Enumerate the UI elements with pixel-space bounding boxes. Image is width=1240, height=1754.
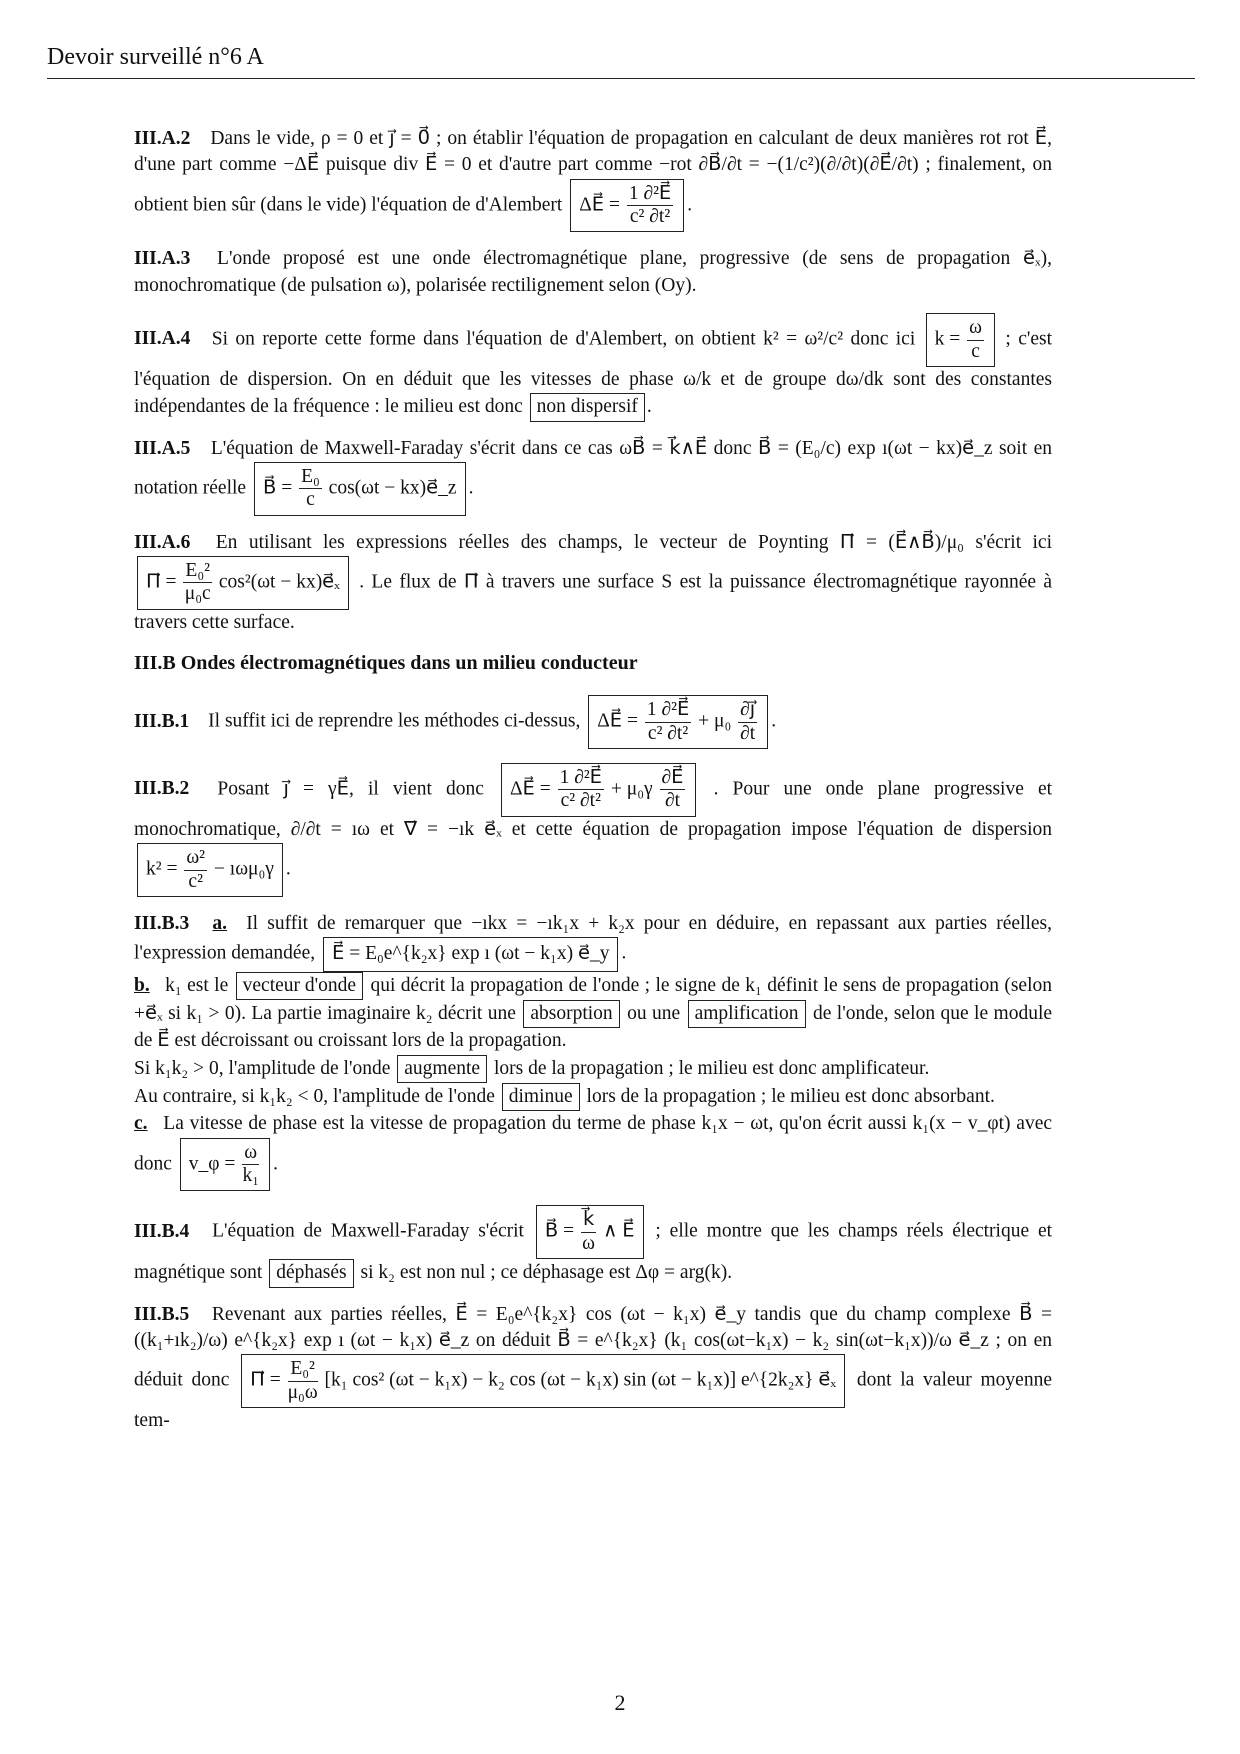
boxed-word: déphasés: [269, 1259, 353, 1287]
page-number: 2: [614, 1690, 626, 1715]
section-b2: III.B.2 Posant j⃗ = γE⃗, il vient donc ΔE⃗ = $\frac{\text{1 ∂²E⃗}}{\text{c² ∂t²}}$ + μ₀γ $\frac{\partial E⃗}{\partial t}$ . Pour une onde plane progressive et monochromatique, ∂/∂t = ıω et ∇⃗ = −ık e⃗ₓ et cette équation de propagation impose l'équation de dispersion k² = $\frac{\text{ω²}}{\text{c²}}$ − ıωμ₀γ .: [134, 763, 1052, 897]
section-text: Il suffit ici de reprendre les méthodes ci-dessus,: [208, 710, 581, 732]
section-label: III.B.5: [134, 1303, 190, 1325]
section-text: L'équation de Maxwell-Faraday s'écrit: [212, 1220, 524, 1242]
eq-rhs: ∧ E⃗: [603, 1220, 635, 1242]
boxed-word: absorption: [523, 1000, 619, 1028]
eq-fraction-2: [738, 699, 757, 745]
section-label: III.B.4: [134, 1220, 190, 1242]
section-a3: [134, 246, 1052, 299]
section-text: dont la valeur moyenne tem-: [134, 1369, 1052, 1431]
document-body: [134, 126, 1052, 1448]
section-label: III.A.4: [134, 328, 191, 350]
section-text: lors de la propagation ; le milieu est donc amplificateur.: [493, 1057, 930, 1079]
b3-part-b-absorption: [134, 1083, 1052, 1111]
eq-fraction: [627, 183, 673, 229]
eq-numerator: E₀²: [183, 560, 212, 583]
eq-numerator: E₀²: [288, 1358, 318, 1381]
section-text: ou une: [627, 1002, 681, 1024]
boxed-equation: [137, 556, 349, 610]
section-b5: [134, 1302, 1052, 1435]
eq-fraction: [242, 1142, 259, 1188]
boxed-equation: [501, 763, 697, 817]
section-text: Revenant aux parties réelles, E⃗ = E₀e^{k₂x} cos (ωt − k₁x) e⃗_y tandis que du champ complexe B⃗ = ((k₁+ık₂)/ω) e^{k₂x} exp ı (ωt − k₁x) e⃗_z on déduit B⃗ = e^{k₂x} (k₁ cos(ωt−k₁x) − k₂ sin(ωt−k₁x))/ω e⃗_z ; on en déduit donc: [134, 1303, 1053, 1391]
eq-denominator-2: ∂t: [664, 790, 681, 812]
section-label: III.A.5: [134, 437, 191, 459]
eq-numerator-2: ∂E⃗: [660, 767, 686, 790]
eq-numerator: ω: [967, 317, 984, 340]
section-a4: III.A.4 Si on reporte cette forme dans l'équation de d'Alembert, on obtient k² = ω²/c² donc ici k = $\frac{\omega}{c}$ ; c'est l'équation de dispersion. On en déduit que les vitesses de phase ω/k et de groupe dω/dk sont des constantes indépendantes de la fréquence : le milieu est donc non dispersif .: [134, 313, 1052, 421]
boxed-equation: [180, 1138, 270, 1192]
boxed-equation-dispersion: [137, 843, 283, 897]
section-label: III.B.2: [134, 778, 190, 800]
eq-fraction: [288, 1358, 318, 1404]
boxed-word: vecteur d'onde: [236, 972, 363, 1000]
section-label: III.B.3: [134, 913, 190, 935]
section-text: Posant j⃗ = γE⃗, il vient donc: [217, 778, 484, 800]
section-label: III.A.6: [134, 531, 191, 553]
section-b4: [134, 1205, 1052, 1287]
section-text: Si k₁k₂ > 0, l'amplitude de l'onde: [134, 1057, 391, 1079]
eq-lhs: ΔE⃗ =: [579, 194, 620, 216]
eq-mid: + μ₀γ: [610, 778, 653, 800]
section-title-b: III.B Ondes électromagnétiques dans un milieu conducteur: [134, 652, 638, 675]
eq-fraction: [581, 1209, 596, 1255]
section-text: k₁ est le: [165, 974, 229, 996]
section-label: III.B.1: [134, 710, 190, 732]
boxed-equation: [254, 462, 466, 516]
eq-fraction: [967, 317, 984, 363]
header-rule: [47, 78, 1195, 79]
eq-denominator: c² ∂t²: [629, 206, 671, 228]
section-a6: [134, 530, 1052, 636]
section-text: . Pour une onde plane progressive et monochromatique, ∂/∂t = ıω et ∇⃗ = −ık e⃗ₓ et cette équation de propagation impose l'équation de dispersion: [134, 778, 1053, 840]
section-text: si k₂ est non nul ; ce déphasage est Δφ = arg(k).: [360, 1262, 733, 1284]
eq-rhs: cos(ωt − kx)e⃗_z: [328, 477, 457, 499]
eq-fraction: [558, 767, 604, 813]
section-b1: III.B.1 Il suffit ici de reprendre les méthodes ci-dessus, ΔE⃗ = $\frac{\text{1 ∂²E⃗}}{\text{c² ∂t²}}$ + μ₀ $\frac{\partial j⃗}{\partial t}$ .: [134, 695, 1052, 749]
boxed-equation: [926, 313, 995, 367]
section-a5: III.A.5 L'équation de Maxwell-Faraday s'écrit dans ce cas ωB⃗ = k⃗∧E⃗ donc B⃗ = (E₀/c) exp ı(ωt − kx)e⃗_z soit en notation réelle B⃗ = $\frac{\text{E₀}}{c}$ cos(ωt − kx)e⃗_z .: [134, 436, 1052, 516]
section-text: lors de la propagation ; le milieu est donc absorbant.: [586, 1085, 995, 1107]
page-header: Devoir surveillé n°6 A: [47, 44, 264, 70]
section-a2: III.A.2 Dans le vide, ρ = 0 et j⃗ = 0⃗ ; on établir l'équation de propagation en calculant de deux manières rot rot E⃗, d'une part comme −ΔE⃗ puisque div E⃗ = 0 et d'autre part comme −rot ∂B⃗/∂t = −(1/c²)(∂/∂t)(∂E⃗/∂t) ; finalement, on obtient bien sûr (dans le vide) l'équation de d'Alembert ΔE⃗ = $\frac{\text{1 ∂²E⃗}}{\text{c² ∂t²}}$ .: [134, 126, 1052, 232]
section-text: ; elle montre que les champs réels électrique et magnétique sont: [134, 1220, 1053, 1284]
eq-rhs: [k₁ cos² (ωt − k₁x) − k₂ cos (ωt − k₁x) sin (ωt − k₁x)] e^{2k₂x} e⃗ₓ: [324, 1369, 837, 1391]
eq-denominator: ω: [582, 1232, 595, 1254]
eq-lhs: Π⃗ =: [250, 1369, 281, 1391]
eq-lhs: ΔE⃗ =: [597, 710, 638, 732]
boxed-equation: [241, 1354, 845, 1408]
sub-label-b: b.: [134, 974, 150, 996]
eq-numerator: 1 ∂²E⃗: [645, 699, 691, 722]
eq-fraction: [183, 560, 212, 606]
eq-denominator: k₁: [242, 1164, 259, 1186]
eq-denominator: c²: [188, 870, 203, 892]
eq-rhs: − ıωμ₀γ: [213, 858, 274, 880]
boxed-equation: [536, 1205, 644, 1259]
eq-fraction-2: [660, 767, 686, 813]
eq-denominator: c² ∂t²: [560, 790, 601, 812]
section-text: La vitesse de phase est la vitesse de propagation du terme de phase k₁x − ωt, qu'on écrit aussi k₁(x − v_φt) avec donc: [134, 1113, 1052, 1174]
eq-lhs: k² =: [146, 858, 178, 880]
eq-fraction: [645, 699, 691, 745]
section-text: L'équation de Maxwell-Faraday s'écrit dans ce cas ωB⃗ = k⃗∧E⃗ donc B⃗ = (E₀/c) exp ı(ωt − kx)e⃗_z soit en notation réelle: [134, 437, 1052, 499]
section-text: de l'onde, selon que le module de E⃗ est décroissant ou croissant lors de la propagation.: [134, 1002, 1053, 1052]
eq-fraction: [184, 847, 207, 893]
boxed-equation: [570, 179, 684, 233]
eq-lhs: v_φ =: [188, 1152, 236, 1174]
section-text: Dans le vide, ρ = 0 et j⃗ = 0⃗ ; on établir l'équation de propagation en calculant de deux manières rot rot E⃗, d'une part comme −ΔE⃗ puisque div E⃗ = 0 et d'autre part comme −rot ∂B⃗/∂t = −(1/c²)(∂/∂t)(∂E⃗/∂t) ; finalement, on obtient bien sûr (dans le vide) l'équation de d'Alembert: [134, 128, 1053, 216]
section-b3: [134, 911, 1052, 1191]
eq-denominator: c: [971, 340, 980, 362]
b3-part-b-amplification: [134, 1055, 1052, 1083]
section-text: Si on reporte cette forme dans l'équation de d'Alembert, on obtient k² = ω²/c² donc ici: [211, 328, 916, 350]
section-label: III.A.2: [134, 128, 191, 149]
eq-lhs: k =: [934, 328, 961, 350]
boxed-word: non dispersif: [530, 393, 645, 421]
eq-denominator: μ₀ω: [287, 1381, 318, 1403]
eq-numerator: ω: [242, 1142, 259, 1165]
sub-label-a: a.: [212, 913, 228, 935]
eq-denominator: c: [306, 489, 315, 511]
eq-denominator-2: ∂t: [740, 722, 756, 744]
section-text: En utilisant les expressions réelles des champs, le vecteur de Poynting Π⃗ = (E⃗∧B⃗)/μ₀ s'écrit ici: [215, 531, 1052, 553]
eq-fraction: [299, 466, 322, 512]
section-label: III.A.3: [134, 248, 191, 270]
eq-rhs: cos²(ωt − kx)e⃗ₓ: [218, 571, 340, 593]
boxed-word: augmente: [397, 1055, 487, 1083]
eq-denominator: c² ∂t²: [647, 722, 689, 744]
section-text: Il suffit de remarquer que −ıkx = −ık₁x + k₂x pour en déduire, en repassant aux parties réelles, l'expression demandée,: [134, 913, 1053, 964]
sub-label-c: c.: [134, 1113, 148, 1135]
section-text: L'onde proposé est une onde électromagnétique plane, progressive (de sens de propagation e⃗ₓ), monochromatique (de pulsation ω), polarisée rectilignement selon (Oy).: [134, 248, 1053, 296]
section-text: qui décrit la propagation de l'onde ; le signe de k₁ définit le sens de propagation (selon +e⃗ₓ si k₁ > 0). La partie imaginaire k₂ décrit une: [134, 974, 1053, 1024]
eq-lhs: B⃗ =: [544, 1220, 575, 1242]
boxed-equation: [588, 695, 768, 749]
boxed-word: diminue: [502, 1083, 580, 1111]
section-text: . Le flux de Π⃗ à travers une surface S est la puissance électromagnétique rayonnée à travers cette surface.: [134, 571, 1053, 633]
eq-numerator: 1 ∂²E⃗: [627, 183, 673, 206]
eq-numerator: 1 ∂²E⃗: [558, 767, 604, 790]
eq-denominator: μ₀c: [184, 583, 211, 605]
b3-part-a: III.B.3 a. Il suffit de remarquer que −ıkx = −ık₁x + k₂x pour en déduire, en repassant aux parties réelles, l'expression demandée, E⃗ = E₀e^{k₂x} exp ı (ωt − k₁x) e⃗_y .: [134, 911, 1052, 972]
eq-lhs: B⃗ =: [262, 477, 293, 499]
eq-lhs: Π⃗ =: [146, 571, 177, 593]
boxed-equation: E⃗ = E₀e^{k₂x} exp ı (ωt − k₁x) e⃗_y: [323, 937, 618, 971]
boxed-word: amplification: [688, 1000, 806, 1028]
eq-numerator: E₀: [299, 466, 322, 489]
eq-lhs: ΔE⃗ =: [509, 778, 551, 800]
section-text: ; c'est l'équation de dispersion. On en déduit que les vitesses de phase ω/k et de groupe dω/dk sont des constantes indépendantes de la fréquence : le milieu est donc: [134, 328, 1053, 418]
b3-part-c: c. La vitesse de phase est la vitesse de propagation du terme de phase k₁x − ωt, qu'on écrit aussi k₁(x − v_φt) avec donc v_φ = $\frac{\omega}{\text{k₁}}$ .: [134, 1111, 1052, 1191]
eq-numerator-2: ∂j⃗: [738, 699, 757, 722]
b3-part-b: [134, 972, 1052, 1055]
eq-numerator: k⃗: [581, 1209, 596, 1232]
eq-numerator: ω²: [184, 847, 207, 870]
eq-mid: + μ₀: [698, 710, 732, 732]
section-text: Au contraire, si k₁k₂ < 0, l'amplitude de l'onde: [134, 1085, 495, 1107]
